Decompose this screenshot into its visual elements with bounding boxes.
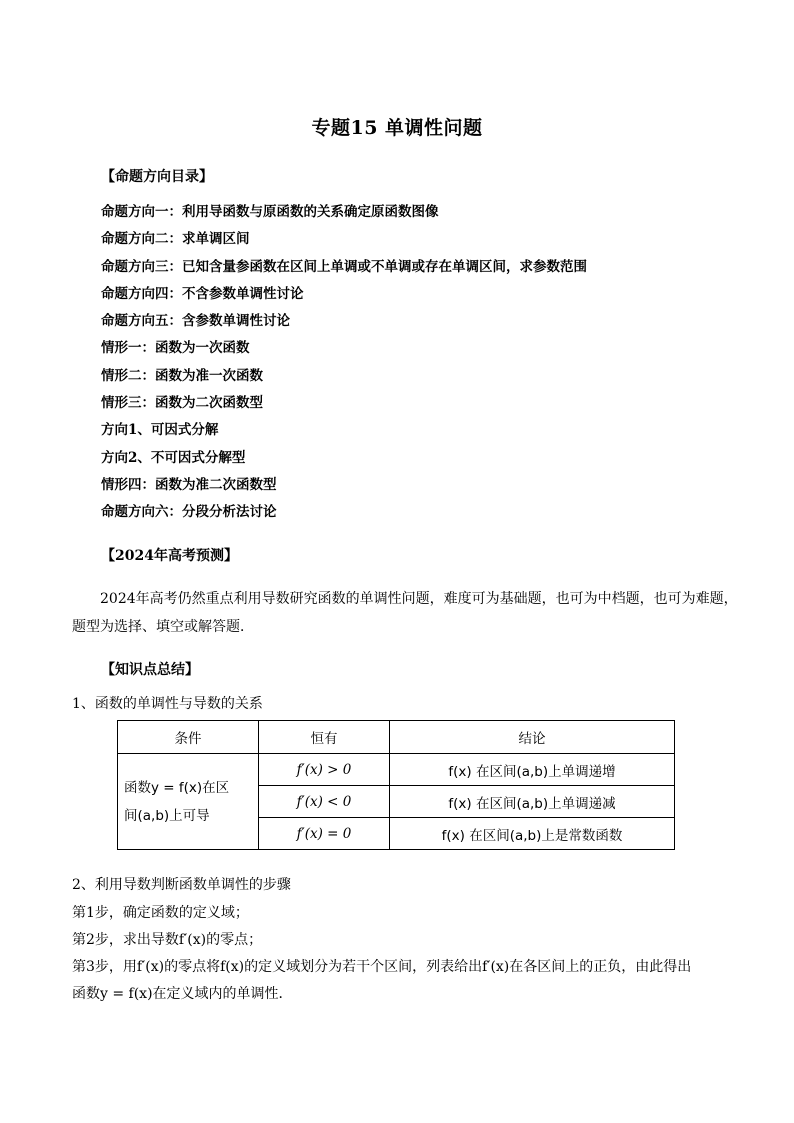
- header-conclusion: 结论: [390, 721, 675, 754]
- monotonicity-table: [117, 720, 675, 850]
- section1-title: 1、函数的单调性与导数的关系: [72, 696, 263, 712]
- toc-item: 命题方向三：已知含量参函数在区间上单调或不单调或存在单调区间，求参数范围: [101, 258, 587, 275]
- toc-item: 情形四：函数为准二次函数型: [101, 476, 277, 493]
- toc-item: 情形二：函数为准一次函数: [101, 367, 263, 384]
- page-title: 专题15 单调性问题: [311, 117, 483, 139]
- result-cell: f(x) 在区间(a,b)上单调递增: [390, 754, 675, 786]
- toc-item: 方向1、可因式分解: [101, 422, 219, 439]
- condition-line: 间(a,b)上可导: [124, 807, 210, 824]
- forecast-paragraph: 2024年高考仍然重点利用导数研究函数的单调性问题，难度可为基础题，也可为中档题，也可为难题，题型为选择、填空或解答题．: [72, 591, 738, 635]
- result-cell: f(x) 在区间(a,b)上单调递减: [390, 786, 675, 818]
- steps-list: [72, 900, 732, 1008]
- toc-item: 方向2、不可因式分解型: [101, 449, 246, 466]
- header-always: 恒有: [259, 721, 390, 754]
- toc-list: [101, 202, 587, 530]
- summary-heading: 【知识点总结】: [101, 662, 199, 678]
- toc-item: 命题方向五：含参数单调性讨论: [101, 313, 290, 330]
- toc-item: 命题方向一：利用导函数与原函数的关系确定原函数图像: [101, 204, 439, 220]
- condition-line: 函数y = f(x)在区: [124, 779, 230, 796]
- forecast-heading: 【2024年高考预测】: [101, 548, 238, 564]
- derivative-cell: f′(x) = 0: [259, 818, 390, 850]
- table-row: [118, 754, 675, 786]
- toc-item: 情形三：函数为二次函数型: [101, 395, 263, 412]
- step-item: 第1步，确定函数的定义域；: [72, 905, 249, 921]
- toc-item: 命题方向六：分段分析法讨论: [101, 504, 277, 521]
- table-header-row: [118, 721, 675, 754]
- derivative-cell: f′(x) < 0: [259, 786, 390, 818]
- result-cell: f(x) 在区间(a,b)上是常数函数: [390, 818, 675, 850]
- toc-item: 命题方向四：不含参数单调性讨论: [101, 285, 304, 302]
- header-condition: 条件: [118, 721, 259, 754]
- step-item: 第3步，用f′(x)的零点将f(x)的定义域划分为若干个区间，列表给出f′(x)在各区间上的正负，由此得出: [72, 959, 692, 975]
- derivative-cell: f′(x) > 0: [259, 754, 390, 786]
- toc-item: 命题方向二：求单调区间: [101, 231, 250, 248]
- condition-cell: [118, 754, 259, 850]
- step-item: 第2步，求出导数f′(x)的零点；: [72, 932, 263, 948]
- step-item: 函数y = f(x)在定义域内的单调性．: [72, 986, 293, 1002]
- toc-item: 情形一：函数为一次函数: [101, 340, 250, 357]
- section2-title: 2、利用导数判断函数单调性的步骤: [72, 877, 291, 893]
- toc-heading: 【命题方向目录】: [101, 169, 213, 185]
